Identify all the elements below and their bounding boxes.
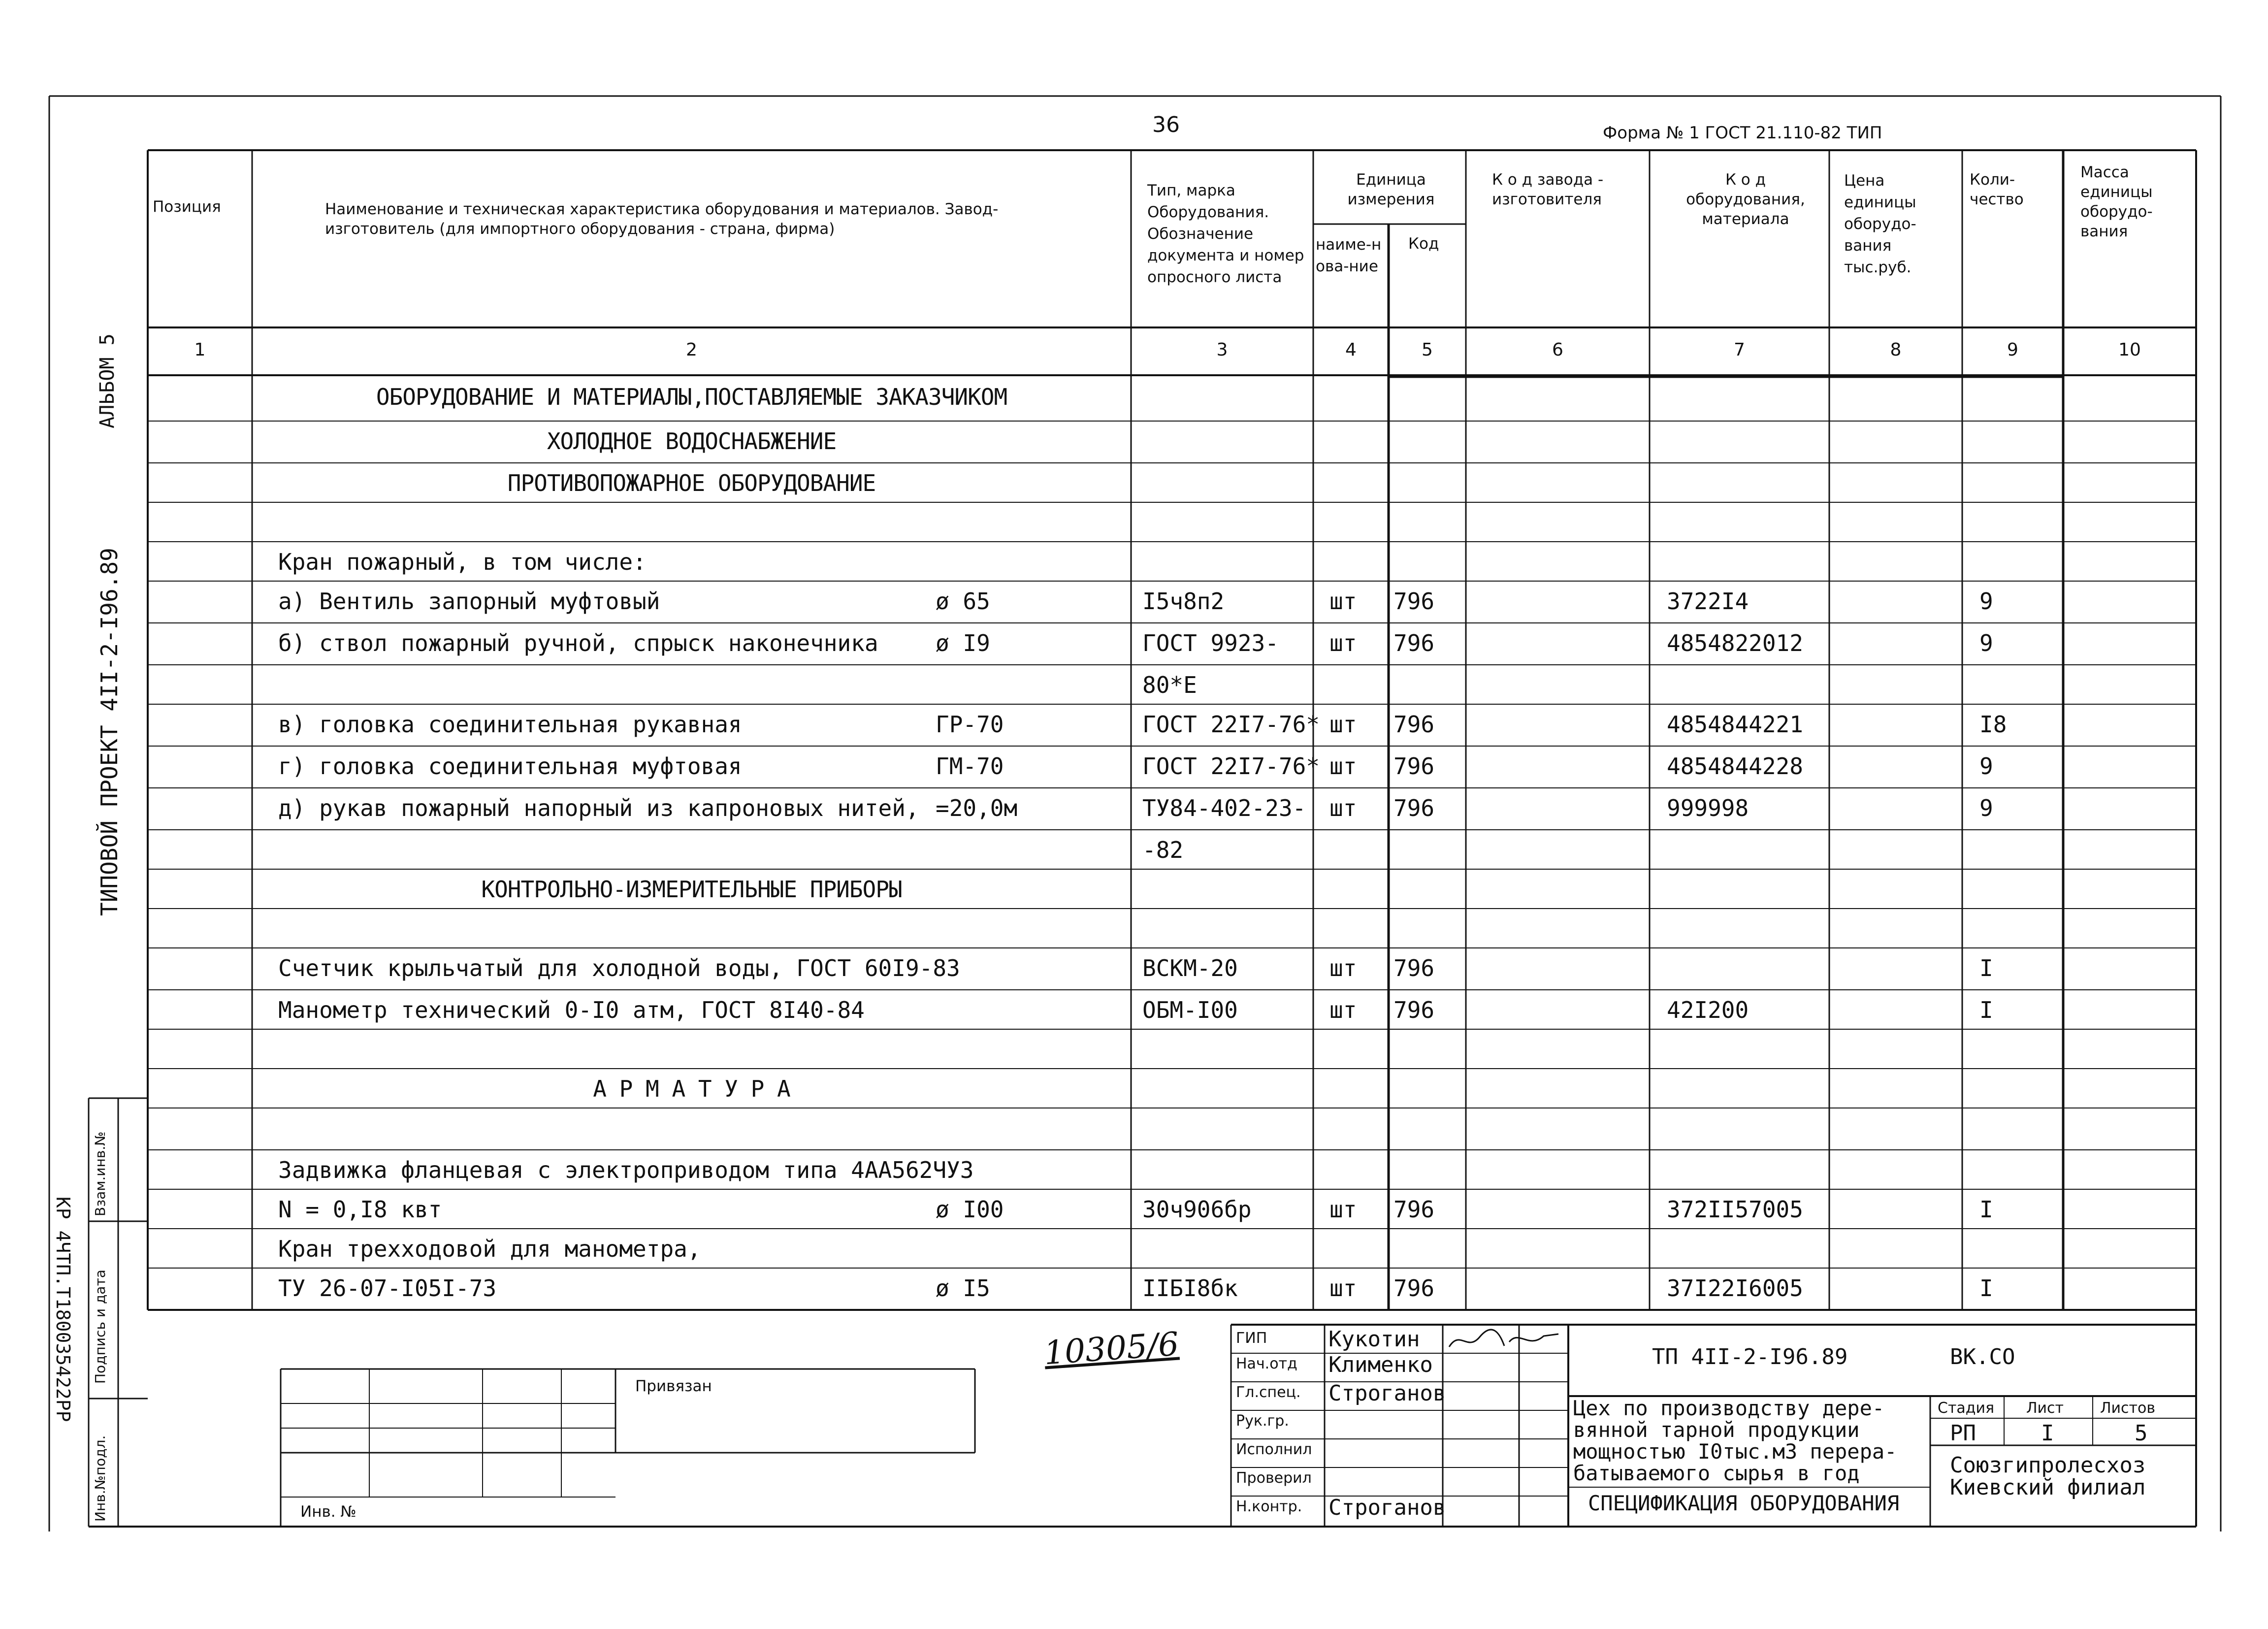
cell-code: 796 (1393, 1196, 1435, 1223)
cell-code: 796 (1393, 711, 1435, 738)
cell-qty: I (1979, 1275, 1993, 1302)
cell-unit: шт (1329, 753, 1357, 780)
cell-name: г) головка соединительная муфтовая (278, 753, 742, 780)
cell-spec: ø 65 (936, 588, 990, 615)
cell-name: а) Вентиль запорный муфтовый (278, 588, 660, 615)
cell-type: ВСКМ-20 (1142, 955, 1238, 981)
organization-name: Союзгипролесхоз (1950, 1453, 2146, 1478)
handwritten-archive-number: 10305/6 (1042, 1325, 1180, 1372)
cell-name: Кран трехходовой для манометра, (278, 1236, 701, 1262)
cell-name: Манометр технический 0-I0 атм, ГОСТ 8I40-84 (278, 997, 865, 1023)
col-number: 7 (1734, 340, 1745, 360)
cell-spec: ГР-70 (936, 711, 1004, 738)
cell-code: 796 (1393, 997, 1435, 1023)
cell-unit: шт (1329, 630, 1357, 656)
col-header-code: К о д оборудования, материала (1686, 171, 1805, 228)
project-title-vertical: ТИПОВОЙ ПРОЕКТ 4II-2-I96.89 (96, 548, 123, 916)
cell-spec: ГМ-70 (936, 753, 1004, 780)
cell-code: 796 (1393, 588, 1435, 615)
cell-qty: 9 (1979, 753, 1993, 780)
cell-spec: ø I5 (936, 1275, 990, 1302)
cell-mcode: 4854844221 (1667, 711, 1803, 738)
stamp-role-label: ГИП (1236, 1330, 1267, 1347)
cell-type: ГОСТ 22I7-76* (1142, 711, 1320, 738)
cell-qty: 9 (1979, 630, 1993, 656)
col-header-name: Наименование и техническая характеристика оборудования и материалов. Завод-изготовитель (для импортного оборудования - страна, фирма) (325, 200, 999, 238)
cell-type: ГОСТ 22I7-76* (1142, 753, 1320, 780)
inv-podl-label: Инв.№подл. (92, 1435, 108, 1522)
project-title-line: вянной тарной продукции (1573, 1418, 1860, 1442)
cell-type: 30ч906бр (1142, 1196, 1252, 1223)
cell-name: ТУ 26-07-I05I-73 (278, 1275, 497, 1302)
cell-qty: I (1979, 1196, 1993, 1223)
col-number: 8 (1890, 340, 1902, 360)
cell-type: ГОСТ 9923- (1142, 630, 1279, 656)
cell-type: I5ч8п2 (1142, 588, 1225, 615)
col-number: 6 (1552, 340, 1563, 360)
sheets-value: 5 (2135, 1421, 2148, 1446)
form-reference: Форма № 1 ГОСТ 21.110-82 ТИП (1603, 123, 1882, 143)
stamp-person-name: Строганов (1328, 1495, 1446, 1520)
cell-mcode: 42I200 (1667, 997, 1749, 1023)
cell-code: 796 (1393, 630, 1435, 656)
project-title-line: батываемого сырья в год (1573, 1461, 1860, 1485)
sheet-code: ВК.СО (1950, 1344, 2015, 1369)
cell-qty: I (1979, 955, 1993, 981)
album-label-vertical: АЛЬБОМ 5 (96, 333, 119, 428)
cell-unit: шт (1329, 795, 1357, 821)
cell-mcode: 3722I4 (1667, 588, 1749, 615)
project-title-line: мощностью I0тыс.м3 перера- (1573, 1439, 1897, 1464)
cell-code: 796 (1393, 795, 1435, 821)
section-heading: ХОЛОДНОЕ ВОДОСНАБЖЕНИЕ (547, 428, 837, 455)
col-number: 5 (1422, 340, 1433, 360)
stamp-role-label: Исполнил (1236, 1441, 1312, 1458)
cell-mcode: 999998 (1667, 795, 1749, 821)
col-header-unit: Единица измерения (1347, 171, 1435, 208)
cell-qty: I (1979, 997, 1993, 1023)
cell-code: 796 (1393, 1275, 1435, 1302)
stamp-role-label: Проверил (1236, 1469, 1312, 1487)
stamp-role-label: Рук.гр. (1236, 1412, 1289, 1430)
organization-branch: Киевский филиал (1950, 1475, 2146, 1500)
cell-unit: шт (1329, 588, 1357, 615)
cell-type: ТУ84-402-23- (1142, 795, 1306, 821)
cell-type: 80*Е (1142, 672, 1197, 698)
col-header-type: Тип, марка Оборудования. Обозначение документа и номер опросного листа (1147, 182, 1304, 286)
col-number: 10 (2118, 340, 2141, 360)
col-header-qty: Коли-чество (1970, 171, 2024, 208)
stage-value: РП (1950, 1421, 1976, 1446)
stamp-person-name: Строганов (1328, 1381, 1446, 1406)
cell-name: д) рукав пожарный напорный из капроновых нитей, (278, 795, 919, 821)
cell-mcode: 4854844228 (1667, 753, 1803, 780)
page-number: 36 (1152, 112, 1180, 137)
cell-code: 796 (1393, 753, 1435, 780)
sheet-label: Лист (2026, 1400, 2064, 1417)
col-number: 4 (1345, 340, 1357, 360)
cell-unit: шт (1329, 1196, 1357, 1223)
cell-unit: шт (1329, 955, 1357, 981)
vertical-code-stamp: КР 4ЧТП.Т180035422РР (52, 1197, 74, 1422)
inv-number-label: Инв. № (300, 1503, 356, 1521)
cell-qty: 9 (1979, 588, 1993, 615)
document-title: СПЕЦИФИКАЦИЯ ОБОРУДОВАНИЯ (1588, 1491, 1900, 1515)
cell-name: Счетчик крыльчатый для холодной воды, ГОСТ 60I9-83 (278, 955, 960, 981)
stage-label: Стадия (1938, 1400, 1995, 1417)
cell-mcode: 37I22I6005 (1667, 1275, 1803, 1302)
cell-type: -82 (1142, 837, 1184, 863)
col-header-unit-code: Код (1408, 235, 1439, 253)
cell-unit: шт (1329, 711, 1357, 738)
podpis-data-label: Подпись и дата (92, 1270, 108, 1384)
stamp-role-label: Н.контр. (1236, 1498, 1302, 1515)
cell-name: Задвижка фланцевая с электроприводом типа 4АА562ЧУЗ (278, 1157, 974, 1183)
stamp-role-label: Гл.спец. (1236, 1384, 1301, 1401)
col-number: 2 (686, 340, 697, 360)
signature-mark (1445, 1327, 1563, 1353)
section-heading: А Р М А Т У Р А (593, 1075, 790, 1102)
cell-unit: шт (1329, 997, 1357, 1023)
cell-spec: ø I00 (936, 1196, 1004, 1223)
cell-qty: I8 (1979, 711, 2007, 738)
col-number: 9 (2007, 340, 2018, 360)
cell-unit: шт (1329, 1275, 1357, 1302)
sheet-value: I (2041, 1421, 2054, 1446)
cell-name: в) головка соединительная рукавная (278, 711, 742, 738)
col-header-factory: К о д завода - изготовителя (1492, 171, 1604, 208)
col-number: 1 (194, 340, 206, 360)
cell-mcode: 372II57005 (1667, 1196, 1803, 1223)
col-header-unit-name: наиме-нова-ние (1316, 236, 1382, 275)
section-heading: ОБОРУДОВАНИЕ И МАТЕРИАЛЫ,ПОСТАВЛЯЕМЫЕ ЗАКАЗЧИКОМ (376, 384, 1007, 410)
cell-name: б) ствол пожарный ручной, спрыск наконечника (278, 630, 878, 656)
cell-type: IIБI8бк (1142, 1275, 1238, 1302)
section-heading: ПРОТИВОПОЖАРНОЕ ОБОРУДОВАНИЕ (507, 470, 876, 496)
cell-qty: 9 (1979, 795, 1993, 821)
stamp-person-name: Клименко (1328, 1352, 1433, 1377)
stamp-role-label: Нач.отд (1236, 1355, 1297, 1372)
cell-type: ОБМ-I00 (1142, 997, 1238, 1023)
stamp-person-name: Кукотин (1328, 1327, 1420, 1352)
col-number: 3 (1216, 340, 1228, 360)
cell-mcode: 4854822012 (1667, 630, 1803, 656)
col-header-mass: Масса единицы оборудо-вания (2080, 163, 2153, 240)
cell-code: 796 (1393, 955, 1435, 981)
document-code: ТП 4II-2-I96.89 (1652, 1344, 1848, 1369)
col-header-price: Цена единицы оборудо-вания тыс.руб. (1844, 172, 1916, 276)
cell-name: Кран пожарный, в том числе: (278, 549, 647, 575)
cell-spec: =20,0м (936, 795, 1018, 821)
section-heading: КОНТРОЛЬНО-ИЗМЕРИТЕЛЬНЫЕ ПРИБОРЫ (481, 876, 902, 903)
project-title-line: Цех по производству дере- (1573, 1396, 1885, 1420)
sheets-label: Листов (2100, 1400, 2156, 1417)
col-header-position: Позиция (153, 198, 221, 216)
cell-name: N = 0,I8 квт (278, 1196, 442, 1223)
privyazan-label: Привязан (635, 1377, 712, 1395)
vzam-inv-label: Взам.инв.№ (92, 1131, 108, 1216)
cell-spec: ø I9 (936, 630, 990, 656)
